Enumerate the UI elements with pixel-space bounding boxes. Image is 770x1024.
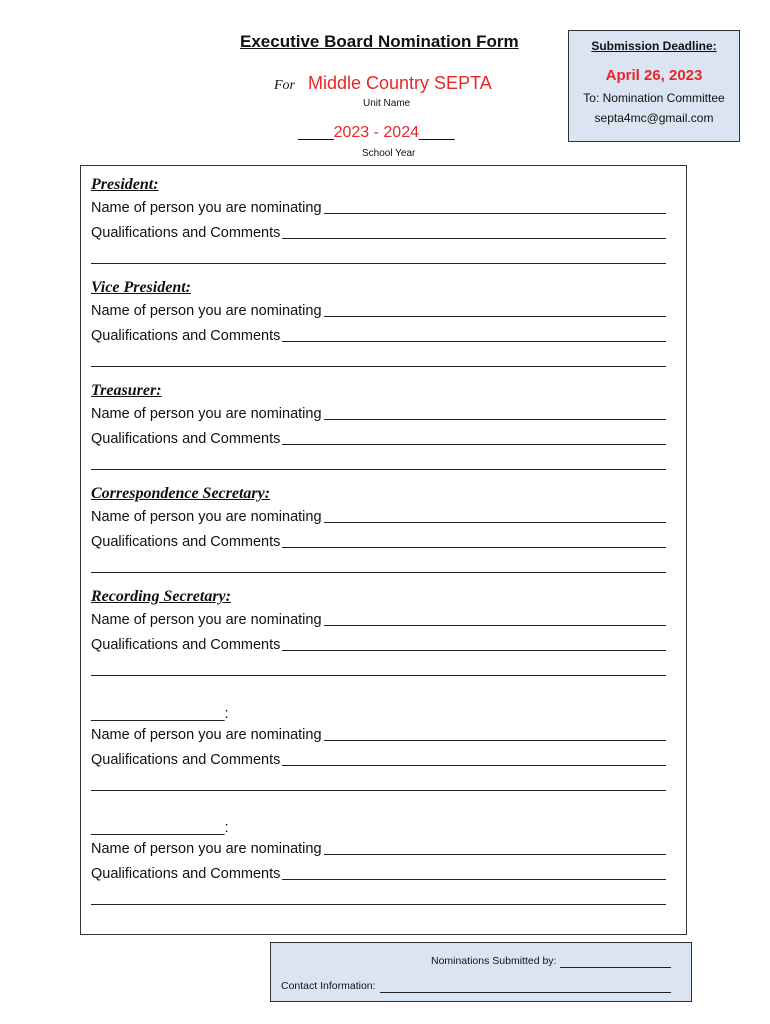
for-label: For [274,78,295,93]
nominee-name-blank[interactable] [324,402,666,420]
unit-name-value: Middle Country SEPTA [308,73,492,93]
nominee-name-line[interactable] [91,723,666,748]
nominee-name-line[interactable] [91,505,666,530]
school-year-value: 2023 - 2024 [333,124,419,141]
nomination-box [80,165,687,935]
nominee-name-blank[interactable] [324,196,666,214]
comments-blank[interactable] [282,530,666,548]
contact-info-blank[interactable] [380,980,671,993]
comments-blank[interactable] [282,633,666,651]
year-suffix: ____ [419,124,455,141]
nominee-name-label: Name of person you are nominating [91,406,322,422]
comments-line[interactable] [91,748,666,773]
nominee-name-blank[interactable] [324,608,666,626]
comments-label: Qualifications and Comments [91,534,281,550]
deadline-box [568,30,740,142]
nominee-name-line[interactable] [91,402,666,427]
section-custom-role-2 [91,815,666,912]
comments-label: Qualifications and Comments [91,328,281,344]
submitted-by-box [270,942,692,1002]
comments-extra-blank[interactable] [91,246,666,264]
section-custom-role-1 [91,701,666,798]
comments-blank[interactable] [282,324,666,342]
year-prefix: ____ [298,124,334,141]
comments-label: Qualifications and Comments [91,225,281,241]
comments-blank[interactable] [282,862,666,880]
comments-extra-blank[interactable] [91,773,666,791]
comments-line[interactable] [91,862,666,887]
comments-label: Qualifications and Comments [91,637,281,653]
comments-blank[interactable] [282,427,666,445]
section-recording-secretary [91,586,666,683]
comments-extra-line[interactable] [91,658,666,683]
deadline-title: Submission Deadline: [591,39,717,53]
comments-line[interactable] [91,221,666,246]
comments-extra-line[interactable] [91,246,666,271]
section-vice-president [91,277,666,374]
role-title: Treasurer: [91,382,162,399]
school-year-caption: School Year [362,148,416,159]
comments-extra-blank[interactable] [91,658,666,676]
role-title: Recording Secretary: [91,588,231,605]
role-title: Vice President: [91,279,191,296]
comments-extra-line[interactable] [91,349,666,374]
nominee-name-blank[interactable] [324,505,666,523]
nominee-name-line[interactable] [91,196,666,221]
submitted-by-row[interactable] [431,955,671,968]
section-correspondence-secretary [91,483,666,580]
nominee-name-label: Name of person you are nominating [91,200,322,216]
comments-line[interactable] [91,427,666,452]
comments-extra-blank[interactable] [91,452,666,470]
contact-info-row[interactable] [281,980,671,993]
comments-extra-line[interactable] [91,555,666,580]
form-title: Executive Board Nomination Form [240,32,519,51]
comments-extra-line[interactable] [91,887,666,912]
deadline-email: septa4mc@gmail.com [594,111,714,125]
nominee-name-label: Name of person you are nominating [91,841,322,857]
comments-label: Qualifications and Comments [91,866,281,882]
nominee-name-line[interactable] [91,608,666,633]
nominee-name-blank[interactable] [324,723,666,741]
comments-line[interactable] [91,324,666,349]
comments-label: Qualifications and Comments [91,431,281,447]
custom-role-blank[interactable]: ________________: [91,819,229,836]
section-treasurer [91,380,666,477]
comments-extra-blank[interactable] [91,887,666,905]
submitted-by-label: Nominations Submitted by: [431,955,557,967]
role-title: Correspondence Secretary: [91,485,271,502]
contact-info-label: Contact Information: [281,980,376,992]
section-president [91,174,666,271]
unit-name-caption: Unit Name [363,98,411,109]
nominee-name-line[interactable] [91,299,666,324]
comments-extra-blank[interactable] [91,349,666,367]
comments-line[interactable] [91,530,666,555]
comments-line[interactable] [91,633,666,658]
school-year-line [298,124,455,142]
custom-role-blank[interactable]: ________________: [91,705,229,722]
comments-extra-line[interactable] [91,773,666,798]
nominee-name-label: Name of person you are nominating [91,509,322,525]
nominee-name-blank[interactable] [324,299,666,317]
role-title: President: [91,176,159,193]
comments-extra-line[interactable] [91,452,666,477]
comments-blank[interactable] [282,748,666,766]
comments-extra-blank[interactable] [91,555,666,573]
nominee-name-label: Name of person you are nominating [91,727,322,743]
deadline-recipient: To: Nomination Committee [583,91,725,105]
nominee-name-label: Name of person you are nominating [91,303,322,319]
comments-blank[interactable] [282,221,666,239]
comments-label: Qualifications and Comments [91,752,281,768]
deadline-date: April 26, 2023 [605,67,703,84]
nominee-name-label: Name of person you are nominating [91,612,322,628]
nominee-name-line[interactable] [91,837,666,862]
nominee-name-blank[interactable] [324,837,666,855]
submitted-by-blank[interactable] [560,955,671,968]
